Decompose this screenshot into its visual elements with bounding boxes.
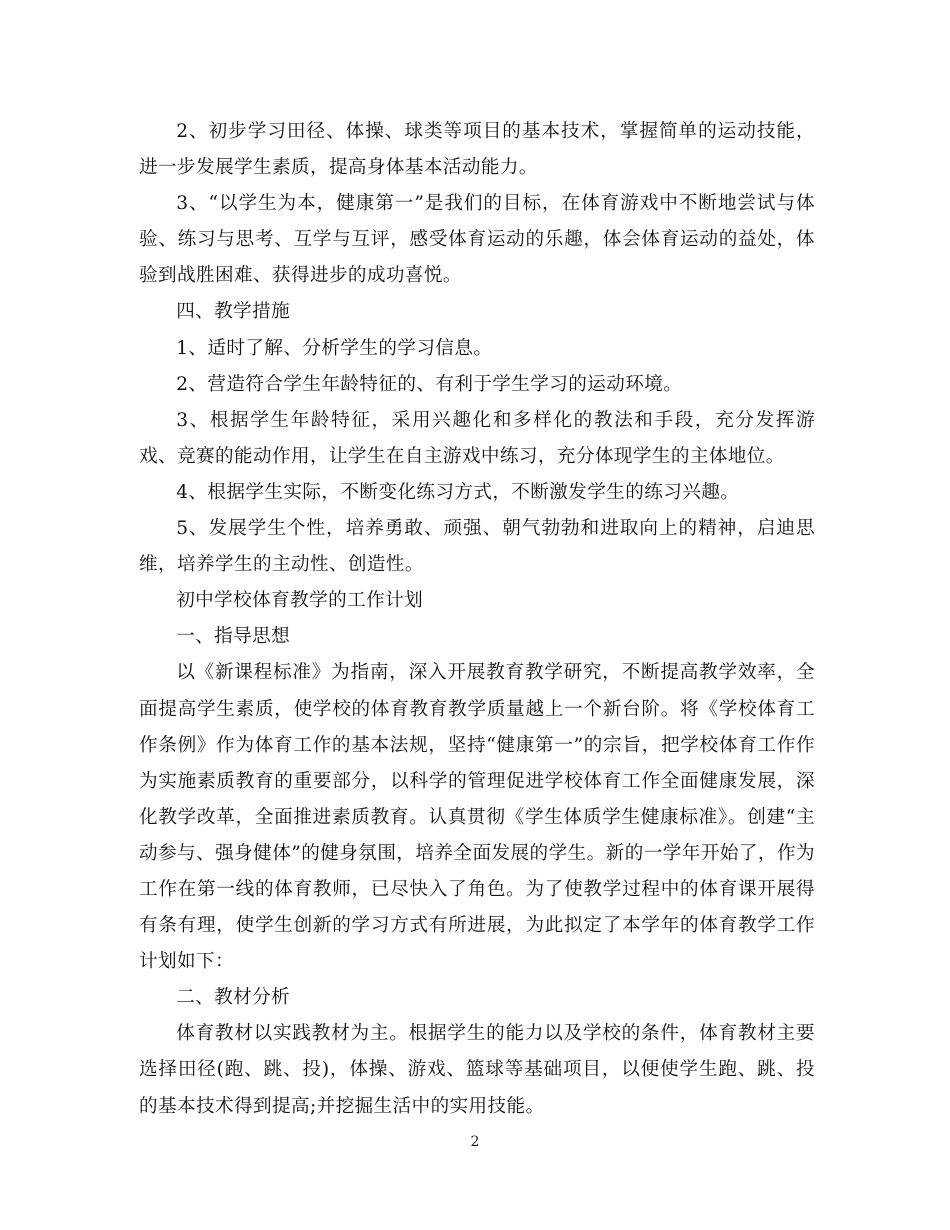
paragraph-measure-1: 1、适时了解、分析学生的学习信息。 [176,337,493,359]
section-title-work-plan: 初中学校体育教学的工作计划 [176,590,424,612]
paragraph-measure-4: 4、根据学生实际，不断变化练习方式，不断激发学生的练习兴趣。 [176,481,740,503]
document-body [139,114,815,1125]
paragraph-measure-5: 5、发展学生个性，培养勇敢、顽强、朝气勃勃和进取向上的精神，启迪思维，培养学生的主动性、创造性。 [139,518,815,576]
page-number: 2 [470,1134,480,1150]
paragraph-measure-2: 2、营造符合学生年龄特征的、有利于学生学习的运动环境。 [176,373,683,395]
paragraph-basic-skills: 2、初步学习田径、体操、球类等项目的基本技术，掌握简单的运动技能，进一步发展学生素质，提高身体基本活动能力。 [139,121,815,179]
heading-guiding-ideology: 一、指导思想 [176,626,291,648]
paragraph-measure-3: 3、根据学生年龄特征，采用兴趣化和多样化的教法和手段，充分发挥游戏、竞赛的能动作用，让学生在自主游戏中练习，充分体现学生的主体地位。 [139,409,815,467]
paragraph-textbook-analysis: 体育教材以实践教材为主。根据学生的能力以及学校的条件，体育教材主要选择田径(跑、跳、投)，体操、游戏、篮球等基础项目，以便使学生跑、跳、投的基本技术得到提高;并挖掘生活中的实用技能。 [139,1023,815,1117]
paragraph-guiding-ideology: 以《新课程标准》为指南，深入开展教育教学研究，不断提高教学效率，全面提高学生素质，使学校的体育教育教学质量越上一个新台阶。将《学校体育工作条例》作为体育工作的基本法规，坚持“健康第一”的宗旨，把学校体育工作作为实施素质教育的重要部分，以科学的管理促进学校体育工作全面健康发展，深化教学改革，全面推进素质教育。认真贯彻《学生体质学生健康标准》。创建“主动参与、强身健体”的健身氛围，培养全面发展的学生。新的一学年开始了，作为工作在第一线的体育教师，已尽快入了角色。为了使教学过程中的体育课开展得有条有理，使学生创新的学习方式有所进展，为此拟定了本学年的体育教学工作计划如下： [139,662,815,973]
heading-textbook-analysis: 二、教材分析 [176,987,291,1009]
paragraph-student-centered-goal: 3、“以学生为本，健康第一”是我们的目标，在体育游戏中不断地尝试与体验、练习与思考、互学与互评，感受体育运动的乐趣，体会体育运动的益处，体验到战胜困难、获得进步的成功喜悦。 [139,193,815,287]
heading-teaching-measures: 四、教学措施 [176,301,291,323]
